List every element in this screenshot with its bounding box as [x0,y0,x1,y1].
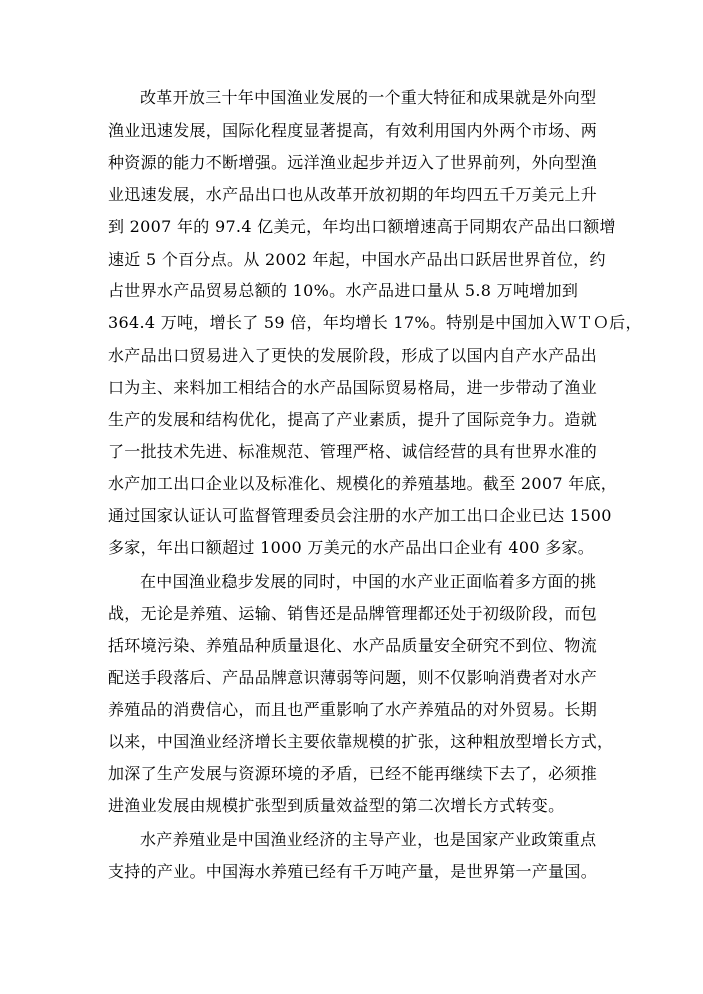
text-line: 水产品出口贸易进入了更快的发展阶段，形成了以国内自产水产品出 [108,346,598,365]
text-line: 改革开放三十年中国渔业发展的一个重大特征和成果就是外向型 [140,88,597,107]
text-line: 战，无论是养殖、运输、销售还是品牌管理都还处于初级阶段，而包 [108,604,598,623]
text-line: 生产的发展和结构优化，提高了产业素质，提升了国际竞争力。造就 [108,410,598,429]
text-line: 水产加工出口企业以及标准化、规模化的养殖基地。截至 2007 年底， [108,474,618,493]
text-line: 占世界水产品贸易总额的 10%。水产品进口量从 5.8 万吨增加到 [108,281,579,300]
text-line: 通过国家认证认可监督管理委员会注册的水产加工出口企业已达 1500 [108,506,612,525]
text-line: 业迅速发展，水产品出口也从改革开放初期的年均四五千万美元上升 [108,185,598,204]
text-line: 进渔业发展由规模扩张型到质量效益型的第二次增长方式转变。 [108,796,565,815]
text-line: 括环境污染、养殖品种质量退化、水产品质量安全研究不到位、物流 [108,636,598,655]
text-line: 速近 5 个百分点。从 2002 年起，中国水产品出口跃居世界首位，约 [108,250,606,269]
text-line: 到 2007 年的 97.4 亿美元，年均出口额增速高于同期农产品出口额增 [108,217,616,236]
text-line: 多家，年出口额超过 1000 万美元的水产品出口企业有 400 多家。 [108,538,595,557]
text-line: 支持的产业。中国海水养殖已经有千万吨产量，是世界第一产量国。 [108,862,598,881]
text-line: 以来，中国渔业经济增长主要依靠规模的扩张，这种粗放型增长方式， [108,732,614,751]
text-line: 加深了生产发展与资源环境的矛盾，已经不能再继续下去了，必须推 [108,764,598,783]
text-line: 了一批技术先进、标准规范、管理严格、诚信经营的具有世界水准的 [108,442,598,461]
text-line: 口为主、来料加工相结合的水产品国际贸易格局，进一步带动了渔业 [108,378,598,397]
text-line: 渔业迅速发展，国际化程度显著提高，有效利用国内外两个市场、两 [108,121,598,140]
text-line: 364.4 万吨，增长了 59 倍，年均增长 17%。特别是中国加入ＷＴＯ后， [108,313,642,332]
text-line: 养殖品的消费信心，而且也严重影响了水产养殖品的对外贸易。长期 [108,700,598,719]
text-line: 水产养殖业是中国渔业经济的主导产业，也是国家产业政策重点 [140,830,597,849]
text-line: 种资源的能力不断增强。远洋渔业起步并迈入了世界前列，外向型渔 [108,153,598,172]
text-line: 配送手段落后、产品品牌意识薄弱等问题，则不仅影响消费者对水产 [108,668,598,687]
text-line: 在中国渔业稳步发展的同时，中国的水产业正面临着多方面的挑 [140,572,597,591]
